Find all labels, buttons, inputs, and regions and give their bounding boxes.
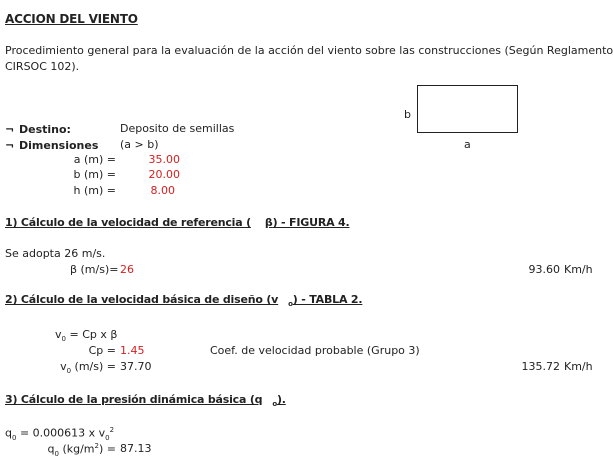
section-3-heading-start: 3) Cálculo de la presión dinámica básica (q [5,393,263,406]
v0-formula [55,328,117,343]
v0-label-rest: (m/s) = [71,360,116,373]
q0-label [30,442,116,458]
section-1-heading-symbol: β [264,216,273,229]
v0-kmh-value: 135.72 [521,360,560,373]
destino-value: Deposito de semillas [120,122,235,135]
v0-formula-v: v [55,328,62,341]
v0-formula-sub: 0 [61,335,66,344]
q0-formula-mid: = 0.000613 x v [16,426,106,440]
q0-formula-vsub: 0 [105,433,110,442]
section-3-heading-sub: o [272,400,277,409]
q0-label-sub: 0 [54,449,59,458]
cp-description: Coef. de velocidad probable (Grupo 3) [210,344,420,357]
q0-formula-qsub: 0 [11,433,17,442]
q0-label-sup: 2 [94,442,99,450]
dim-h-label: h (m) = [73,184,116,197]
section-2-heading-sub: o [288,300,293,309]
v0-formula-rest: = Cp x β [65,328,118,341]
cp-label: Cp = [88,344,116,357]
dim-h-value: 8.00 [150,184,175,197]
section-2-heading [5,293,362,308]
section-1-heading [5,216,349,229]
dim-b-label: b (m) = [73,168,116,181]
destino-bullet: ¬ [5,123,15,136]
section-3-heading [5,393,286,408]
v0-kmh-unit: Km/h [564,360,593,373]
intro-line-2: CIRSOC 102). [5,60,80,73]
cp-value: 1.45 [120,344,145,357]
intro-line-1: Procedimiento general para la evaluación de la acción del viento sobre las construcciones (Según Reglamento [5,44,613,57]
v0-label-v: v [60,360,67,373]
v0-label-sub: 0 [66,367,72,376]
v0-label [30,360,116,375]
section-2-heading-end: ) - TABLA 2. [292,293,363,306]
dimensiones-label: Dimensiones [19,139,99,152]
dim-a-label: a (m) = [73,153,116,166]
dimensiones-bullet: ¬ [5,139,15,152]
q0-value: 87.13 [120,442,152,455]
diagram-label-a: a [464,138,471,151]
beta-kmh-unit: Km/h [564,263,593,276]
beta-label: β (m/s)= [70,263,119,276]
q0-formula-q: q [5,426,12,440]
beta-kmh-value: 93.60 [528,263,560,276]
q0-label-end: ) = [98,442,116,456]
v0-value: 37.70 [120,360,152,373]
dim-a-value: 35.00 [148,153,180,166]
dim-b-value: 20.00 [148,168,180,181]
q0-formula [5,426,114,442]
q0-label-q: q [47,442,55,456]
section-1-heading-end: ) - FIGURA 4. [272,216,350,229]
section-1-adopt-text: Se adopta 26 m/s. [5,247,106,260]
building-plan-rectangle [417,85,518,133]
beta-value: 26 [120,263,134,276]
dimensiones-note: (a > b) [120,138,159,151]
page-title: ACCION DEL VIENTO [5,12,138,26]
section-1-heading-start: 1) Cálculo de la velocidad de referencia ( [5,216,251,229]
section-3-heading-end: ). [276,393,286,406]
q0-label-unit: (kg/m [58,442,95,456]
destino-label: Destino: [19,123,71,136]
section-2-heading-start: 2) Cálculo de la velocidad básica de diseño (v [5,293,279,306]
diagram-label-b: b [404,108,411,121]
q0-formula-sup: 2 [109,426,115,434]
